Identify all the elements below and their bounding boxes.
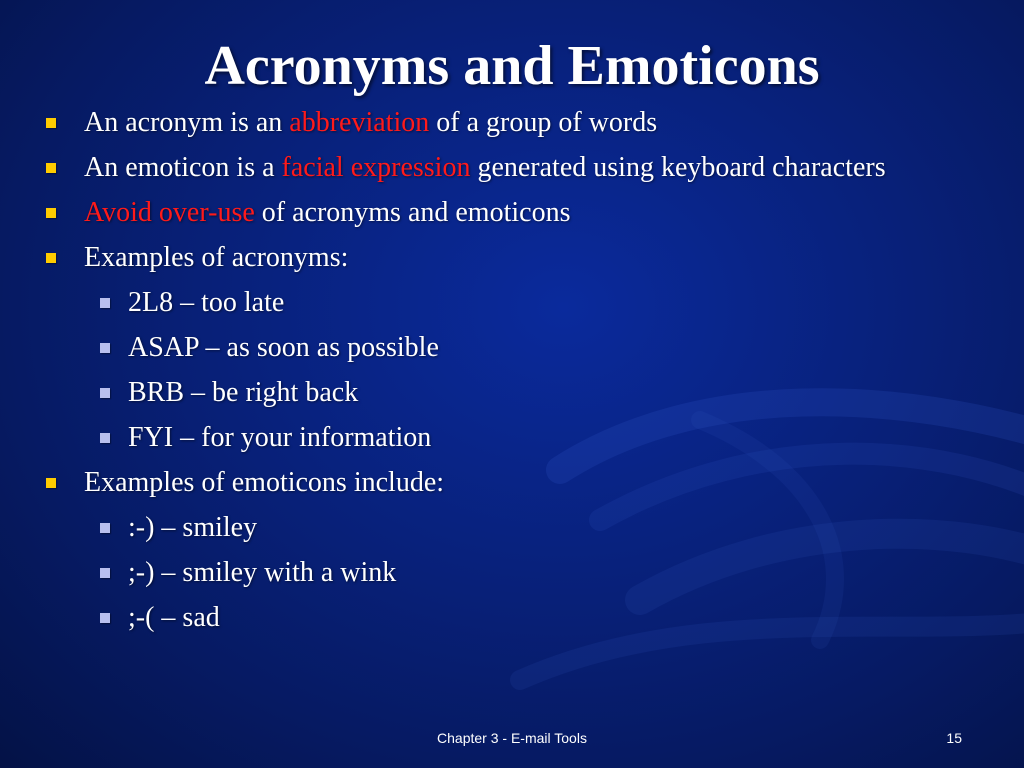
sub-bullet-text: ;-) – smiley with a wink: [128, 557, 397, 588]
sub-bullet-emoticon: [0, 555, 1024, 591]
sub-bullet-acronym: [0, 420, 1024, 456]
square-bullet-icon: [100, 343, 110, 353]
sub-bullet-emoticon: [0, 510, 1024, 546]
sub-bullet-text: ASAP – as soon as possible: [128, 332, 439, 363]
bullet-acronym-examples: [0, 240, 1024, 276]
square-bullet-icon: [46, 118, 56, 128]
sub-bullet-text: BRB – be right back: [128, 377, 359, 408]
bullet-emoticon-examples: [0, 465, 1024, 501]
sub-bullet-acronym: [0, 330, 1024, 366]
sub-bullet-text: 2L8 – too late: [128, 287, 285, 318]
sub-bullet-text: :-) – smiley: [128, 512, 258, 543]
square-bullet-icon: [46, 163, 56, 173]
bullet-text: Examples of acronyms:: [84, 242, 349, 273]
bullet-text: of a group of words: [429, 107, 658, 138]
bullet-text: generated using keyboard characters: [470, 152, 886, 183]
square-bullet-icon: [46, 253, 56, 263]
bullet-text: of acronyms and emoticons: [254, 197, 571, 228]
sub-bullet-acronym: [0, 375, 1024, 411]
bullet-list: [0, 105, 1024, 645]
square-bullet-icon: [100, 568, 110, 578]
slide-number: 15: [946, 730, 962, 746]
square-bullet-icon: [100, 298, 110, 308]
footer-chapter-label: Chapter 3 - E-mail Tools: [437, 730, 587, 746]
highlight-text: abbreviation: [289, 107, 430, 138]
square-bullet-icon: [46, 208, 56, 218]
slide-title: Acronyms and Emoticons: [204, 35, 820, 97]
square-bullet-icon: [100, 613, 110, 623]
highlight-text: Avoid over-use: [84, 197, 255, 228]
square-bullet-icon: [100, 388, 110, 398]
bullet-avoid-overuse: [0, 195, 1024, 231]
bullet-text: An acronym is an: [84, 107, 290, 138]
square-bullet-icon: [100, 523, 110, 533]
bullet-text: Examples of emoticons include:: [84, 467, 445, 498]
highlight-text: facial expression: [281, 152, 471, 183]
sub-bullet-acronym: [0, 285, 1024, 321]
bullet-acronym-definition: [0, 105, 1024, 141]
sub-bullet-text: ;-( – sad: [128, 602, 220, 633]
square-bullet-icon: [100, 433, 110, 443]
sub-bullet-emoticon: [0, 600, 1024, 636]
bullet-text: An emoticon is a: [84, 152, 282, 183]
bullet-emoticon-definition: [0, 150, 1024, 186]
square-bullet-icon: [46, 478, 56, 488]
sub-bullet-text: FYI – for your information: [128, 422, 432, 453]
